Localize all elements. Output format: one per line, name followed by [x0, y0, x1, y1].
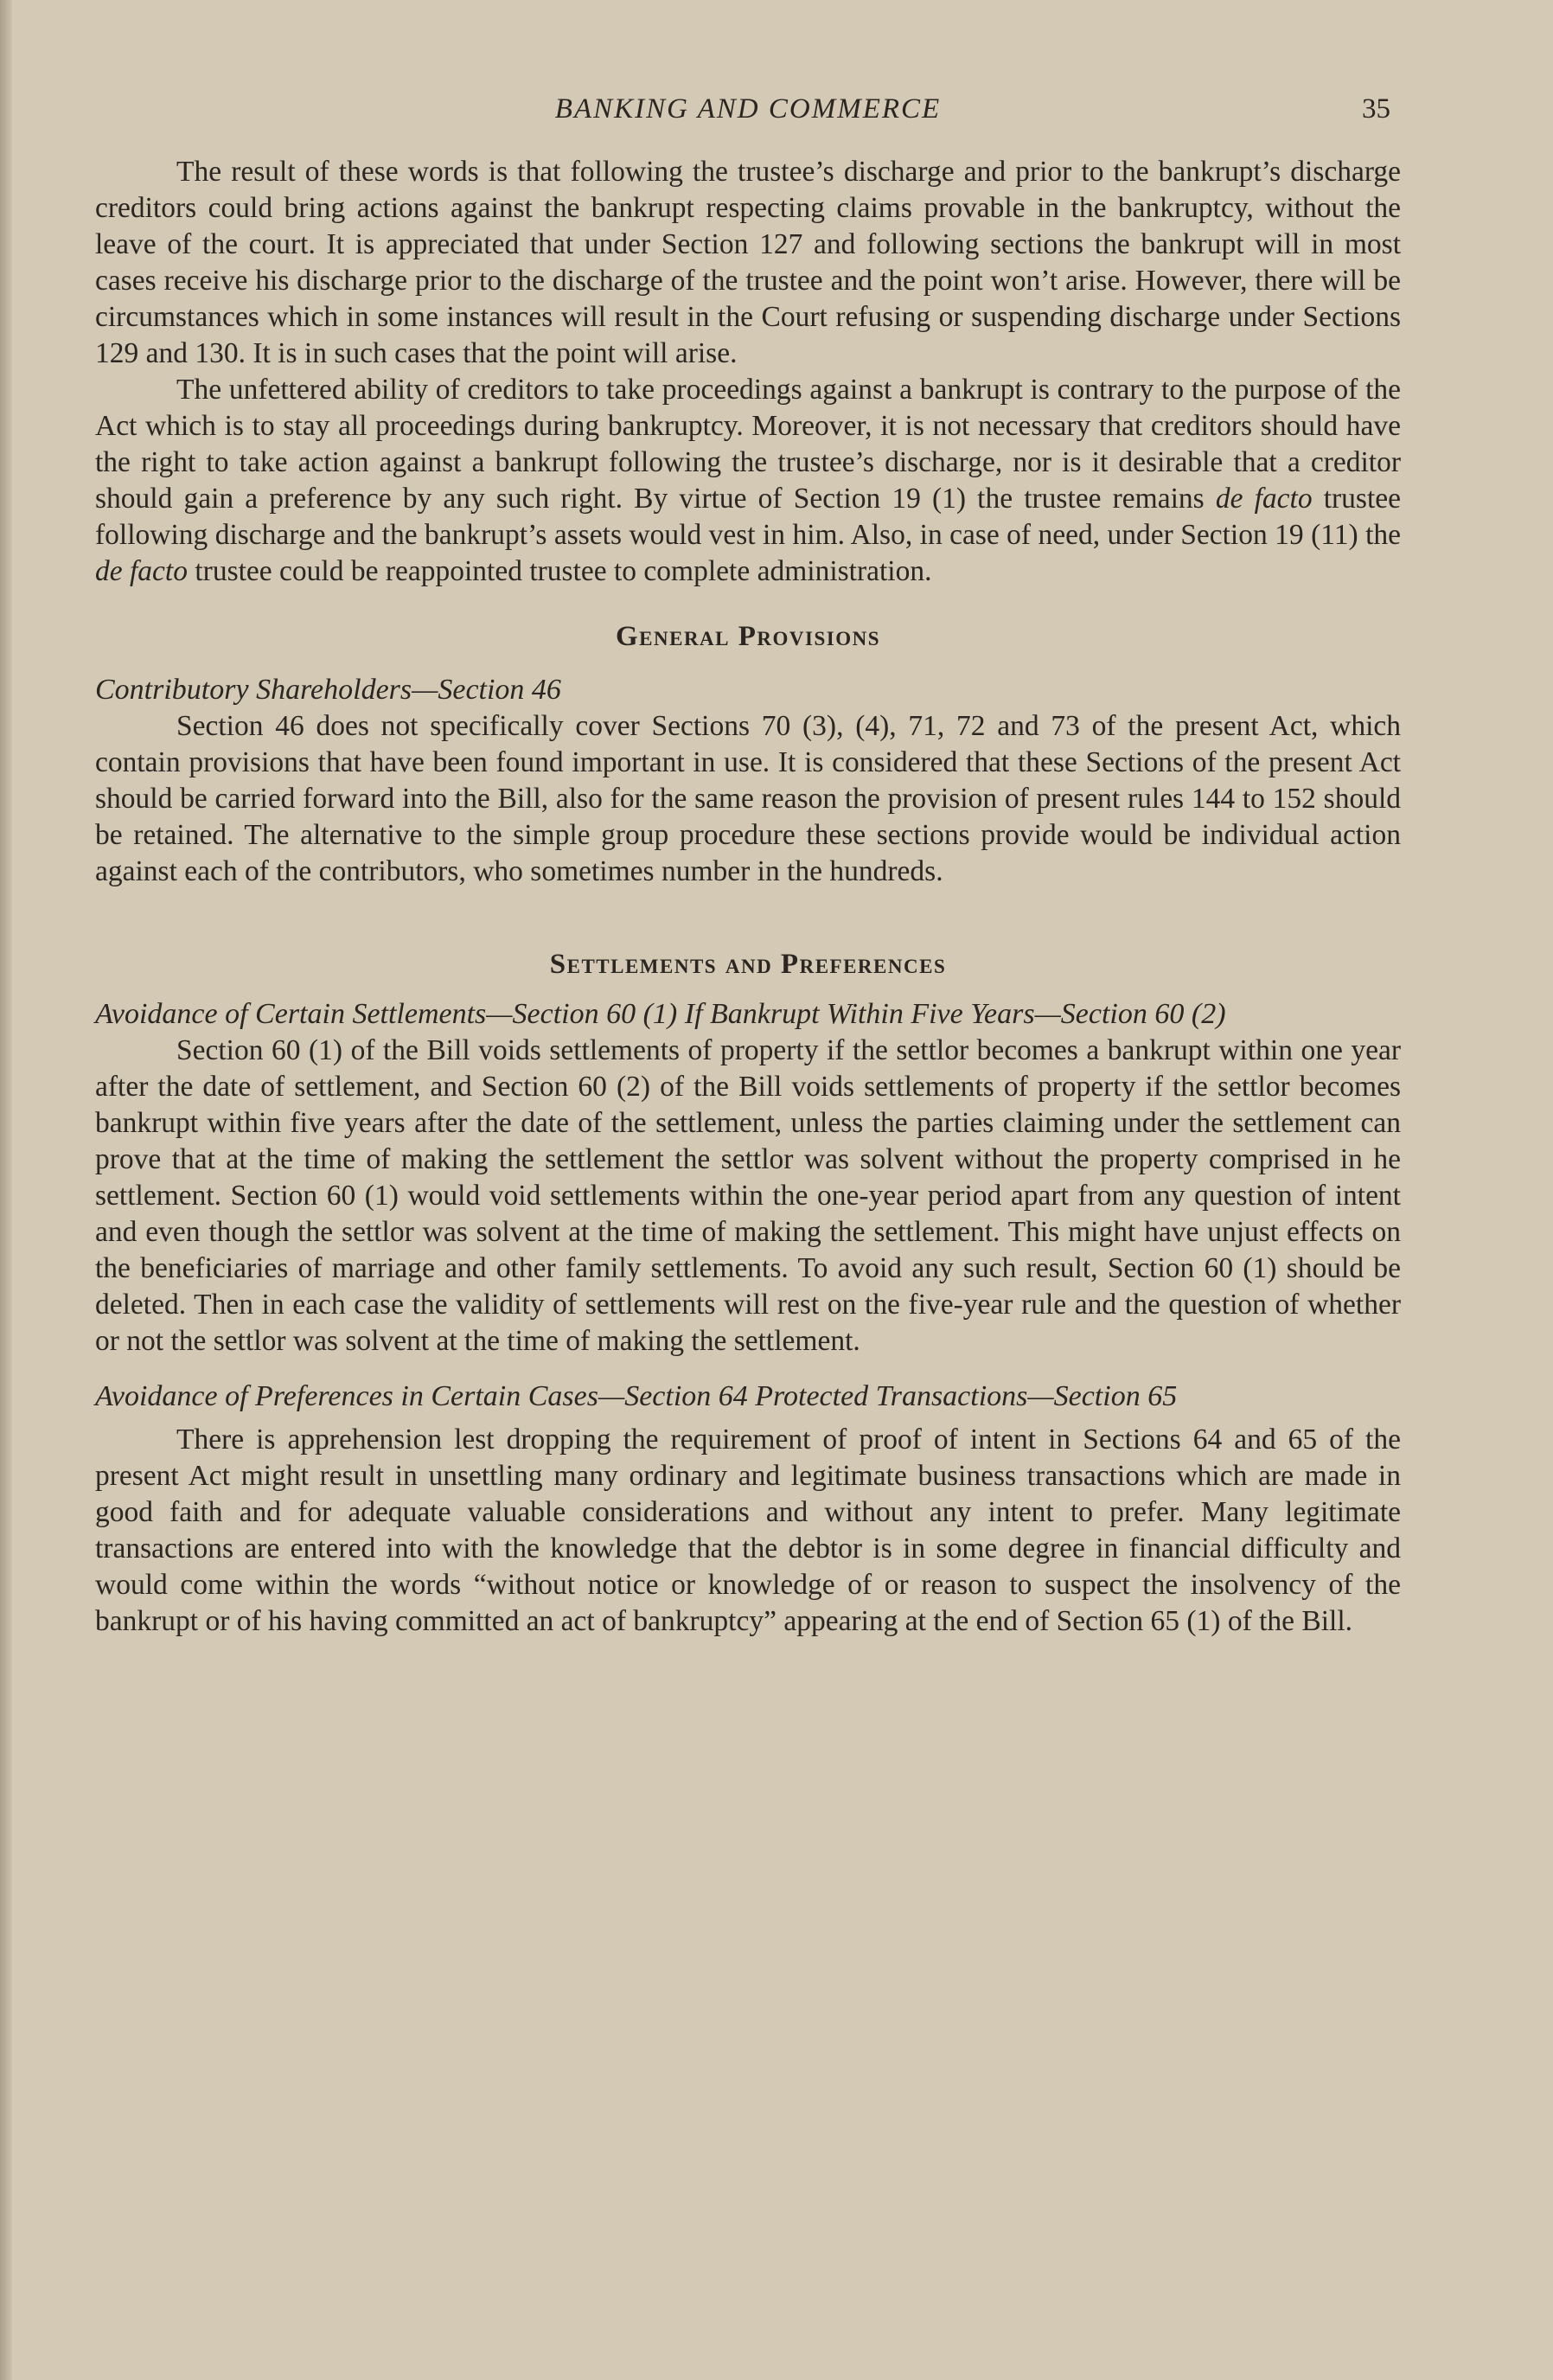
paragraph-avoidance-settlements: Section 60 (1) of the Bill voids settlements of property if the settlor becomes a bankrupt within one year after the date of settlement, and Section 60 (2) of the Bill voids settlements of property if the settlor becomes bankrupt within five years after the date of the settlement, unless the parties claiming under the settlement can prove that at the time of making the settlement the settlor was solvent without the property comprised in he settlement. Section 60 (1) would void settlements within the one-year period apart from any question of intent and even though the settlor was solvent at the time of making the settlement. This might have unjust effects on the beneficiaries of marriage and other family settlements. To avoid any such result, Section 60 (1) should be deleted. Then in each case the validity of settlements will rest on the five-year rule and the question of whether or not the settlor was solvent at the time of making the settlement.	[95, 1034, 1401, 1357]
running-head	[95, 93, 1401, 145]
page-edge	[0, 0, 12, 2380]
paragraph-avoidance-preferences: There is apprehension lest dropping the requirement of proof of intent in Sections 64 and 65 of the present Act might result in unsettling many ordinary and legitimate business transactions which are made in good faith and for adequate valuable considerations and without any intent to prefer. Many legitimate transactions are entered into with the knowledge that the debtor is in some degree in financial difficulty and would come within the words “without notice or knowledge of or reason to suspect the insolvency of the bankrupt or of his having committed an act of bankruptcy” appearing at the end of Section 65 (1) of the Bill.	[95, 1424, 1401, 1637]
paragraph-text: trustee following discharge and the bankrupt’s assets would vest in him. Also, in case of need, under Section 19 (11) the	[95, 483, 1402, 551]
de-facto-term: de facto	[95, 555, 188, 587]
de-facto-term: de facto	[1215, 483, 1313, 515]
section-heading-settlements-preferences: Settlements and Preferences	[549, 949, 947, 980]
paragraph-contributory-shareholders: Section 46 does not specifically cover Sections 70 (3), (4), 71, 72 and 73 of the present Act, which contain provisions that have been found important in use. It is considered that these Sections of the present Act should be carried forward into the Bill, also for the same reason the provision of present rules 144 to 152 should be retained. The alternative to the simple group procedure these sections provide would be individual action against each of the contributors, who sometimes number in the hundreds.	[95, 710, 1401, 887]
section-heading-general-provisions: General Provisions	[615, 621, 881, 652]
paragraph-text: The unfettered ability of creditors to take proceedings against a bankrupt is contrary to the purpose of the Act which is to stay all proceedings during bankruptcy. Moreover, it is not necessary that creditors should have the right to take action against a bankrupt following the trustee’s discharge, nor is it desirable that a creditor should gain a preference by any such right. By virtue of Section 19 (1) the trustee remains	[95, 374, 1401, 515]
page-number: 35	[1362, 93, 1390, 125]
subheading-avoidance-preferences: Avoidance of Preferences in Certain Cases—Section 64 Protected Transactions—Section 65	[95, 1380, 1178, 1412]
paragraph-unfettered-ability	[95, 372, 1401, 590]
page	[95, 93, 1401, 1640]
paragraph-trustee-discharge: The result of these words is that following the trustee’s discharge and prior to the bankrupt’s discharge creditors could bring actions against the bankrupt respecting claims provable in the bankruptcy, without the leave of the court. It is appreciated that under Section 127 and following sections the bankrupt will in most cases receive his discharge prior to the discharge of the trustee and the point won’t arise. However, there will be circumstances which in some instances will result in the Court refusing or suspending discharge under Sections 129 and 130. It is in such cases that the point will arise.	[95, 156, 1401, 369]
subheading-avoidance-settlements: Avoidance of Certain Settlements—Section 60 (1) If Bankrupt Within Five Years—Section 60 (2)	[95, 998, 1226, 1030]
paragraph-text: trustee could be reappointed trustee to complete administration.	[187, 555, 932, 587]
running-title: BANKING AND COMMERCE	[554, 93, 942, 125]
subheading-contributory-shareholders: Contributory Shareholders—Section 46	[95, 674, 561, 706]
